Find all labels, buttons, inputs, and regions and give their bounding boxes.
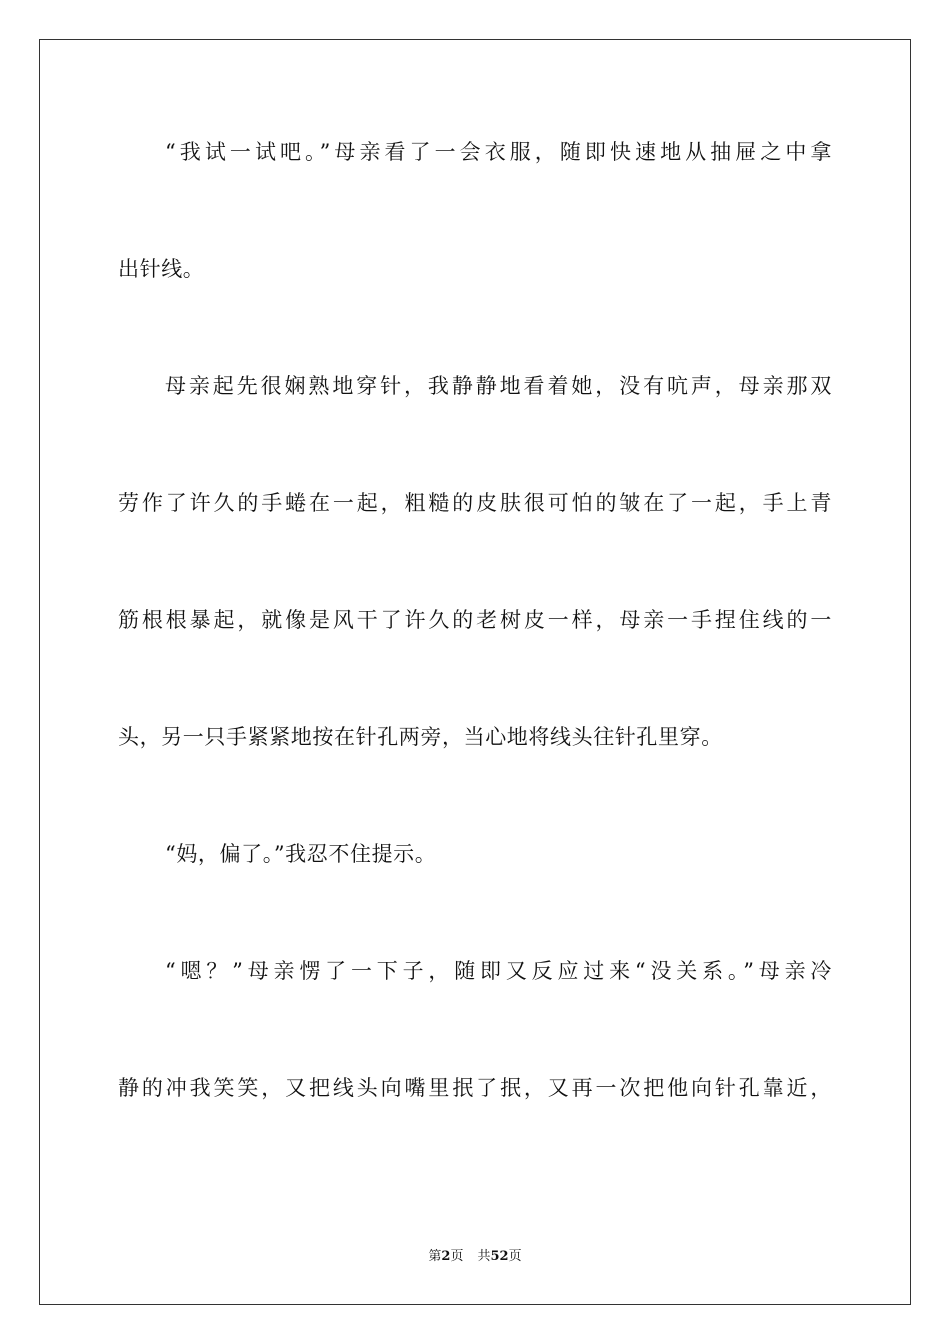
footer-page-suffix: 页 (450, 1249, 464, 1264)
text-line-6: 头，另一只手紧紧地按在针孔两旁，当心地将线头往针孔里穿。 (118, 725, 723, 749)
footer-total-number: 52 (490, 1249, 509, 1264)
text-line-5: 筋根根暴起，就像是风干了许久的老树皮一样，母亲一手捏住线的一 (118, 608, 832, 632)
text-line-8: “嗯？”母亲愣了一下子，随即又反应过来“没关系。”母亲冷 (165, 959, 832, 983)
text-line-2: 出针线。 (118, 257, 205, 281)
footer-page-prefix: 第 (428, 1249, 442, 1264)
footer-page-number: 2 (441, 1249, 451, 1264)
text-line-3: 母亲起先很娴熟地穿针，我静静地看着她，没有吭声，母亲那双 (165, 374, 832, 398)
footer-total-suffix: 页 (508, 1249, 522, 1264)
text-line-4: 劳作了许久的手蜷在一起，粗糙的皮肤很可怕的皱在了一起，手上青 (118, 491, 832, 515)
text-line-9: 静的冲我笑笑，又把线头向嘴里抿了抿，又再一次把他向针孔靠近， (118, 1076, 832, 1100)
page-border (39, 39, 911, 1305)
footer-total-prefix: 共 (477, 1249, 491, 1264)
page-footer (0, 1248, 950, 1266)
text-line-1: “我试一试吧。”母亲看了一会衣服，随即快速地从抽屉之中拿 (165, 140, 832, 164)
text-line-7: “妈，偏了。”我忍不住提示。 (165, 842, 437, 866)
